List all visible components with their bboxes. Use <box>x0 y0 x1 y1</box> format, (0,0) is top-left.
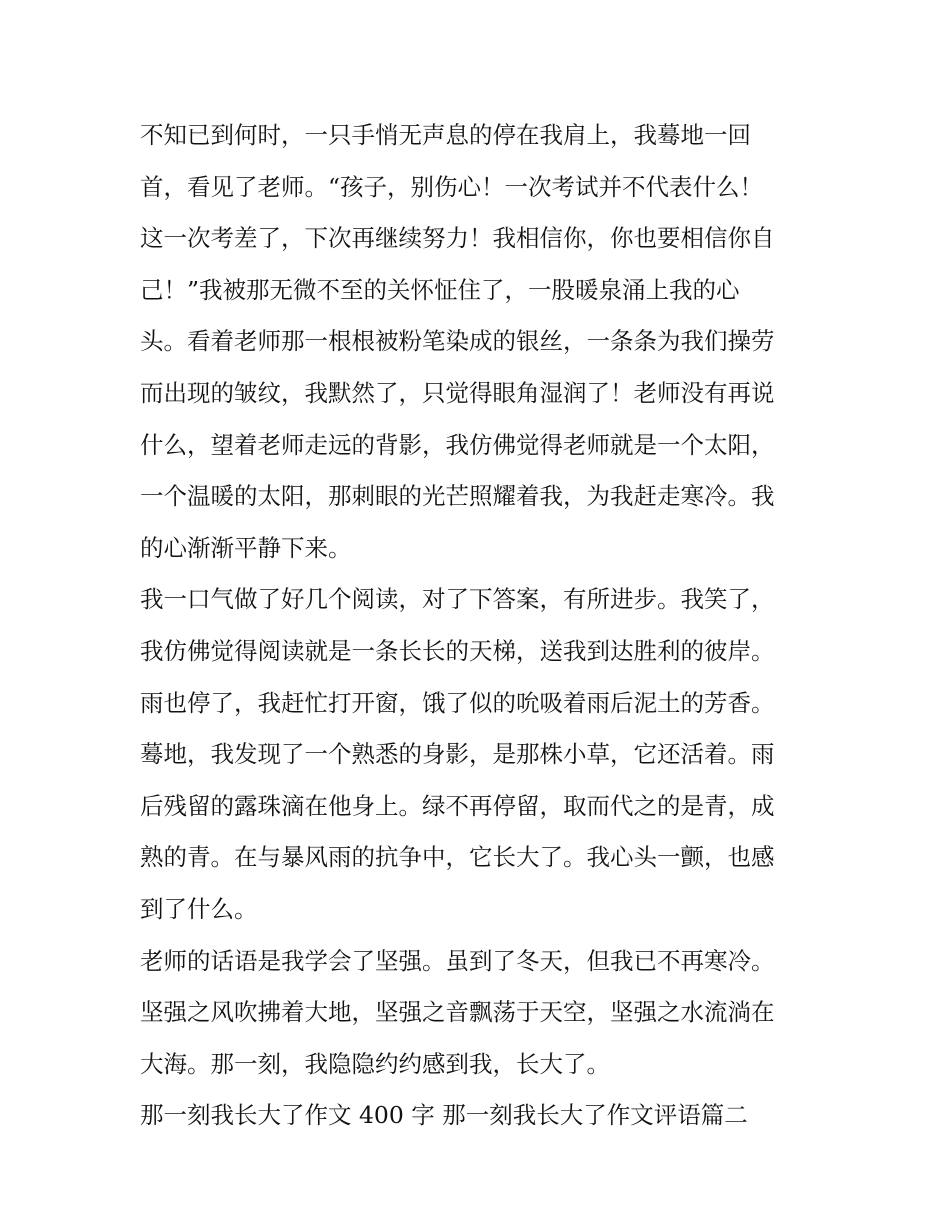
essay-text <box>140 110 830 1142</box>
text-line: 大海。那一刻，我隐隐约约感到我，长大了。 <box>140 1049 610 1078</box>
text-line: 而出现的皱纹，我默然了，只觉得眼角湿润了！老师没有再说 <box>140 378 775 407</box>
text-line: 我仿佛觉得阅读就是一条长长的天梯，送我到达胜利的彼岸。 <box>140 636 775 665</box>
text-line: 一个温暖的太阳，那刺眼的光芒照耀着我，为我赶走寒冷。我 <box>140 482 775 511</box>
text-line: 的心渐渐平静下来。 <box>140 533 352 562</box>
text-line: 这一次考差了，下次再继续努力！我相信你，你也要相信你自 <box>140 224 775 253</box>
text-line: 雨也停了，我赶忙打开窗，饿了似的吮吸着雨后泥土的芳香。 <box>140 688 775 717</box>
text-line: 蓦地，我发现了一个熟悉的身影，是那株小草，它还活着。雨 <box>140 740 775 769</box>
text-line: 后残留的露珠滴在他身上。绿不再停留，取而代之的是青，成 <box>140 791 775 820</box>
text-line: 己！”我被那无微不至的关怀怔住了，一股暖泉涌上我的心 <box>140 275 740 304</box>
text-line: 我一口气做了好几个阅读，对了下答案，有所进步。我笑了， <box>140 585 775 614</box>
text-line: 不知已到何时，一只手悄无声息的停在我肩上，我蓦地一回 <box>140 121 751 149</box>
text-line: 首，看见了老师。“孩子，别伤心！一次考试并不代表什么！ <box>140 172 764 201</box>
text-line: 老师的话语是我学会了坚强。虽到了冬天，但我已不再寒冷。 <box>140 946 775 975</box>
text-line: 熟的青。在与暴风雨的抗争中，它长大了。我心头一颤，也感 <box>140 843 775 872</box>
text-line: 到了什么。 <box>140 894 258 923</box>
text-line: 坚强之风吹拂着大地，坚强之音飘荡于天空，坚强之水流淌在 <box>140 998 775 1027</box>
text-line: 头。看着老师那一根根被粉笔染成的银丝，一条条为我们操劳 <box>140 327 775 356</box>
section-heading: 那一刻我长大了作文 400 字 那一刻我长大了作文评语篇二 <box>140 1101 748 1130</box>
text-line: 什么，望着老师走远的背影，我仿佛觉得老师就是一个太阳， <box>140 430 775 459</box>
